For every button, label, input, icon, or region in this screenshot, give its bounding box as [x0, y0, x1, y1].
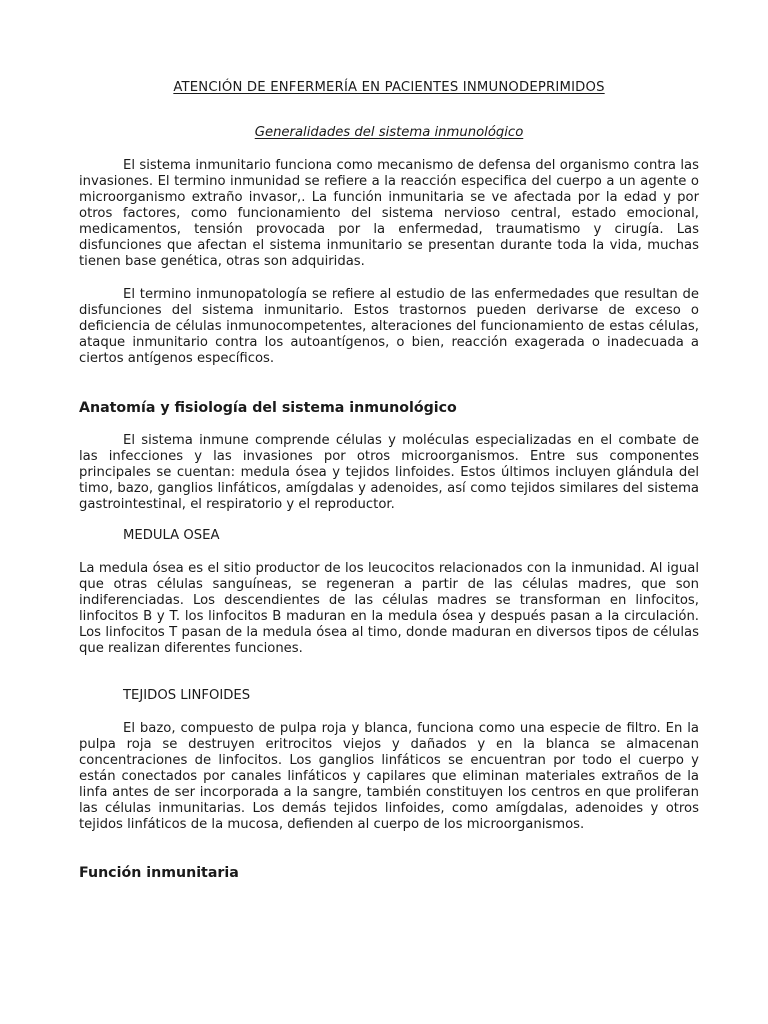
paragraph-immune-system-intro — [79, 158, 699, 270]
paragraph-bone-marrow — [79, 561, 699, 657]
subheading-tejidos-linfoides — [79, 688, 699, 704]
section-subtitle: Generalidades del sistema inmunológico — [254, 125, 524, 140]
paragraph-text: El termino inmunopatología se refiere al estudio de las enfermedades que resultan de disfunciones del sistema inmunitario. Estos trastornos pueden derivarse de exceso o deficiencia de células inmunocompetentes, alteraciones del funcionamiento de estas células, ataque inmunitario contra los autoantígenos, o bien, reacción exagerada o inadecuada a ciertos antígenos específicos. — [79, 287, 699, 366]
section-heading: Función inmunitaria — [79, 865, 239, 881]
subheading-medula-osea — [79, 528, 699, 544]
paragraph-immune-components — [79, 433, 699, 513]
paragraph-immunopathology — [79, 287, 699, 367]
paragraph-lymphoid-tissues — [79, 721, 699, 833]
paragraph-text: El sistema inmune comprende células y moléculas especializadas en el combate de las infecciones y las invasiones por otros microorganismos. Entre sus componentes principales se cuentan: medula ósea y tejidos linfoides. Estos últimos incluyen glándula del timo, bazo, ganglios linfáticos, amígdalas y adenoides, así como tejidos similares del sistema gastrointestinal, el respiratorio y el reproductor. — [79, 433, 699, 512]
heading-anatomy — [79, 400, 699, 416]
heading-immune-function — [79, 865, 699, 881]
document-title: ATENCIÓN DE ENFERMERÍA EN PACIENTES INMUNODEPRIMIDOS — [173, 80, 605, 95]
subsection-heading: MEDULA OSEA — [123, 528, 220, 543]
section-heading: Anatomía y fisiología del sistema inmunológico — [79, 400, 457, 416]
subsection-heading: TEJIDOS LINFOIDES — [123, 688, 251, 703]
paragraph-text: La medula ósea es el sitio productor de los leucocitos relacionados con la inmunidad. Al igual que otras células sanguíneas, se regeneran a partir de las células madres, que son indiferenciadas. Los descendientes de las células madres se transforman en linfocitos, linfocitos B y T. los linfocitos B maduran en la medula ósea y después pasan a la circulación. Los linfocitos T pasan de la medula ósea al timo, donde maduran en diversos tipos de células que realizan diferentes funciones. — [79, 561, 699, 656]
paragraph-text: El bazo, compuesto de pulpa roja y blanca, funciona como una especie de filtro. En la pulpa roja se destruyen eritrocitos viejos y dañados y en la blanca se almacenan concentraciones de linfocitos. Los ganglios linfáticos se encuentran por todo el cuerpo y están conectados por canales linfáticos y capilares que eliminan materiales extraños de la linfa antes de ser incorporada a la sangre, también constituyen los centros en que proliferan las células inmunitarias. Los demás tejidos linfoides, como amígdalas, adenoides y otros tejidos linfáticos de la mucosa, defienden al cuerpo de los microorganismos. — [79, 721, 699, 832]
paragraph-text: El sistema inmunitario funciona como mecanismo de defensa del organismo contra las invasiones. El termino inmunidad se refiere a la reacción especifica del cuerpo a un agente o microorganismo extraño invasor,. La función inmunitaria se ve afectada por la edad y por otros factores, como funcionamiento del sistema nervioso central, estado emocional, medicamentos, tensión provocada por la enfermedad, traumatismo y cirugía. Las disfunciones que afectan el sistema inmunitario se presentan durante toda la vida, muchas tienen base genética, otras son adquiridas. — [79, 158, 699, 269]
